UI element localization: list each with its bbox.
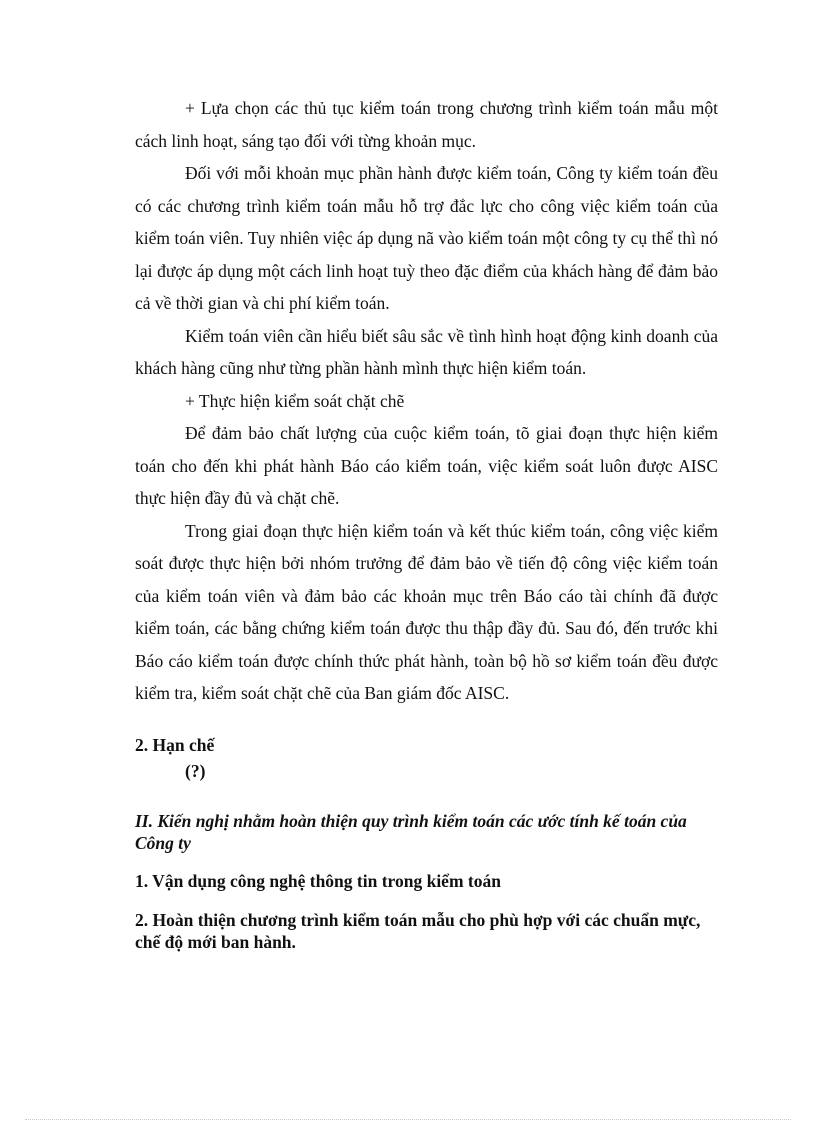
paragraph: + Lựa chọn các thủ tục kiểm toán trong chương trình kiểm toán mẫu một cách linh hoạt, sáng tạo đối với từng khoản mục. bbox=[135, 98, 718, 151]
recommendation-item: 2. Hoàn thiện chương trình kiểm toán mẫu cho phù hợp với các chuẩn mực, chế độ mới ban hành. bbox=[135, 909, 701, 952]
paragraph: Trong giai đoạn thực hiện kiểm toán và kết thúc kiểm toán, công việc kiểm soát được thực hiện bởi nhóm trưởng để đảm bảo về tiến độ công việc kiểm toán của kiểm toán viên và đảm bảo các khoản mục trên Báo cáo tài chính đã được kiểm toán, các bằng chứng kiểm toán được thu thập đầy đủ. Sau đó, đến trước khi Báo cáo kiểm toán được chính thức phát hành, toàn bộ hồ sơ kiểm toán đều được kiểm tra, kiểm soát chặt chẽ của Ban giám đốc AISC. bbox=[135, 520, 718, 703]
paragraph: Đối với mỗi khoản mục phần hành được kiểm toán, Công ty kiểm toán đều có các chương trình kiểm toán mẫu hỗ trợ đắc lực cho công việc kiểm toán của kiểm toán viên. Tuy nhiên việc áp dụng nã vào kiểm toán một công ty cụ thể thì nó lại được áp dụng một cách linh hoạt tuỳ theo đặc điểm của khách hàng để đảm bảo cả về thời gian và chi phí kiểm toán. bbox=[135, 163, 718, 313]
section-heading-limitations: 2. Hạn chế bbox=[135, 734, 215, 755]
placeholder-text: (?) bbox=[185, 760, 206, 781]
document-page bbox=[135, 92, 718, 953]
paragraph: Kiểm toán viên cần hiểu biết sâu sắc về tình hình hoạt động kinh doanh của khách hàng cũng như từng phần hành mình thực hiện kiểm toán. bbox=[135, 325, 718, 378]
spacer bbox=[135, 710, 718, 732]
recommendation-item: 1. Vận dụng công nghệ thông tin trong kiểm toán bbox=[135, 870, 501, 891]
chapter-heading-recommendations: II. Kiến nghị nhằm hoàn thiện quy trình kiểm toán các ước tính kế toán của Công ty bbox=[135, 810, 687, 853]
page-bottom-border bbox=[25, 1119, 791, 1120]
paragraph: + Thực hiện kiểm soát chặt chẽ bbox=[185, 390, 405, 411]
paragraph: Để đảm bảo chất lượng của cuộc kiểm toán, tõ giai đoạn thực hiện kiểm toán cho đến khi phát hành Báo cáo kiểm toán, việc kiểm soát luôn được AISC thực hiện đầy đủ và chặt chẽ. bbox=[135, 423, 718, 508]
